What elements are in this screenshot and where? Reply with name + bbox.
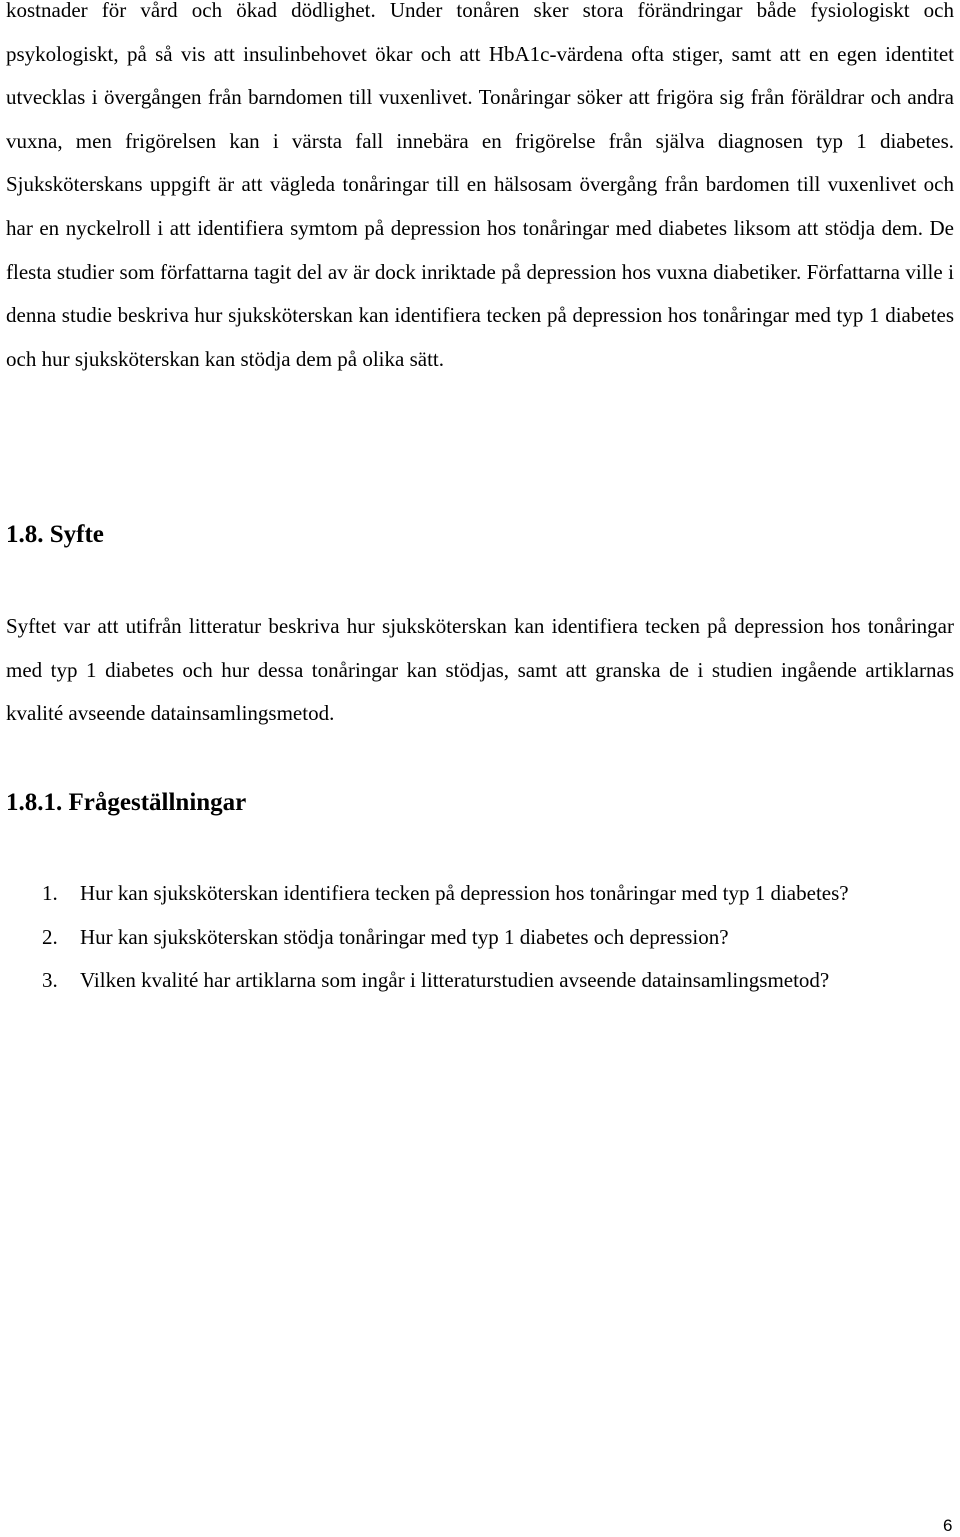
section-heading: 1.8. Syfte [6, 521, 104, 548]
list-item-number: 2. [42, 924, 58, 949]
list-item [6, 872, 954, 916]
list-item-number: 1. [42, 881, 58, 905]
intro-paragraph: kostnader för vård och ökad dödlighet. Under tonåren sker stora förändringar både fysiologiskt och psykologiskt, på så vis att insulinbehovet ökar och att HbA1c-värdena ofta stiger, samt att en egen identitet utvecklas i övergången från barndomen till vuxenlivet. Tonåringar söker att frigöra sig från föräldrar och andra vuxna, men frigörelsen kan i värsta fall innebära en frigörelse från själva diagnosen typ 1 diabetes. Sjuksköterskans uppgift är att vägleda tonåringar till en hälsosam övergång från bardomen till vuxenlivet och har en nyckelroll i att identifiera symtom på depression hos tonåringar med diabetes liksom att stödja dem. De flesta studier som författarna tagit del av är dock inriktade på depression hos vuxna diabetiker. Författarna ville i denna studie beskriva hur sjuksköterskan kan identifiera tecken på depression hos tonåringar med typ 1 diabetes och hur sjuksköterskan kan stödja dem på olika sätt. [6, 0, 954, 371]
list-item-text: Hur kan sjuksköterskan stödja tonåringar med typ 1 diabetes och depression? [80, 924, 729, 949]
list-item [6, 916, 954, 960]
list-item [6, 959, 954, 1003]
list-item-text: Vilken kvalité har artiklarna som ingår i litteraturstudien avseende datainsamlingsmetod? [80, 968, 830, 993]
purpose-paragraph: Syftet var att utifrån litteratur beskriva hur sjuksköterskan kan identifiera tecken på depression hos tonåringar med typ 1 diabetes och hur dessa tonåringar kan stödjas, samt att granska de i studien ingående artiklarnas kvalité avseende datainsamlingsmetod. [6, 614, 954, 726]
list-item-number: 3. [42, 968, 58, 993]
page-number: 6 [943, 1516, 953, 1535]
research-questions-list [6, 872, 954, 1003]
list-item-text: Hur kan sjuksköterskan identifiera tecken på depression hos tonåringar med typ 1 diabetes? [80, 881, 849, 905]
subsection-heading: 1.8.1. Frågeställningar [6, 789, 247, 816]
